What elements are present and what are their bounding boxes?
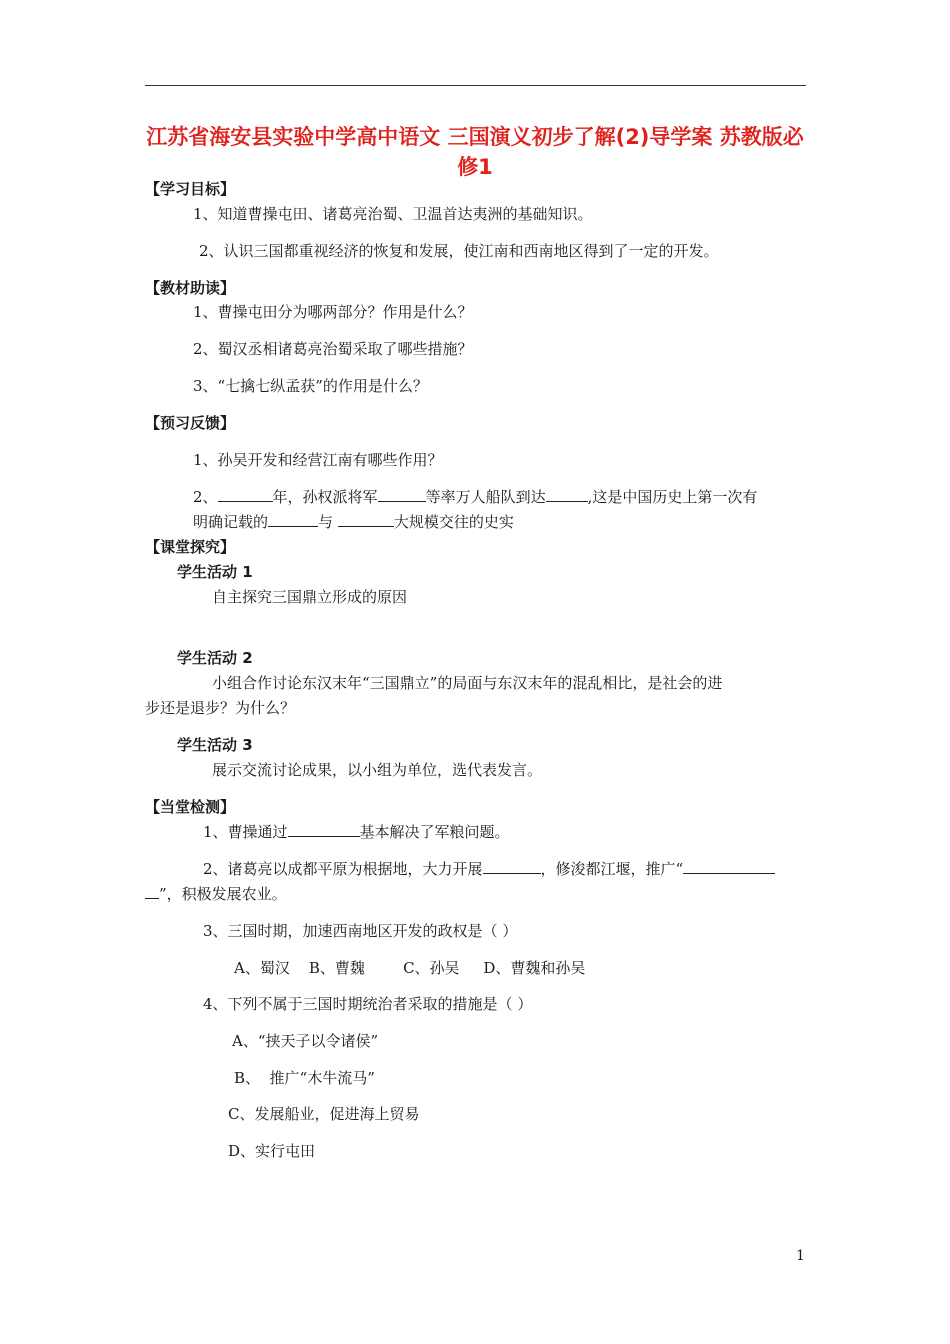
q2-part2: 等率万人船队到达 bbox=[425, 488, 546, 506]
fill-blank-place-b[interactable] bbox=[338, 512, 394, 527]
activity-2-text-line1: 小组合作讨论东汉末年“三国鼎立”的局面与东汉末年的混乱相比，是社会的进 bbox=[212, 674, 723, 692]
fill-blank-year[interactable] bbox=[218, 487, 273, 502]
fill-blank-promote-cont[interactable] bbox=[145, 884, 159, 899]
check-question-2-line2 bbox=[145, 883, 287, 904]
check-question-4-option-c: C、发展船业，促进海上贸易 bbox=[228, 1105, 420, 1123]
section-heading-check: 【当堂检测】 bbox=[145, 798, 236, 816]
fill-blank-activity[interactable] bbox=[483, 859, 541, 874]
reading-item-3: 3、“七擒七纵孟获”的作用是什么？ bbox=[193, 377, 428, 395]
reading-item-2: 2、蜀汉丞相诸葛亮治蜀采取了哪些措施？ bbox=[193, 340, 473, 358]
goal-item-2: 2、认识三国都重视经济的恢复和发展，使江南和西南地区得到了一定的开发。 bbox=[199, 242, 719, 260]
check-question-4-option-a: A、“挟天子以令诸侯” bbox=[232, 1032, 379, 1050]
fill-blank-destination[interactable] bbox=[546, 487, 588, 502]
q2-part1: 年，孙权派将军 bbox=[272, 488, 378, 506]
check-q2-part-b: ，修浚都江堰，推广“ bbox=[540, 860, 684, 878]
section-heading-explore: 【课堂探究】 bbox=[145, 538, 236, 556]
goal-item-1: 1、知道曹操屯田、诸葛亮治蜀、卫温首达夷洲的基础知识。 bbox=[193, 205, 593, 223]
check-question-2-line1 bbox=[203, 858, 775, 879]
fill-blank-tuntian[interactable] bbox=[288, 822, 360, 837]
q2-part5: 与 bbox=[318, 513, 334, 531]
feedback-question-1: 1、孙吴开发和经营江南有哪些作用？ bbox=[193, 451, 443, 469]
section-heading-reading: 【教材助读】 bbox=[145, 279, 236, 297]
check-question-4-option-d: D、实行屯田 bbox=[228, 1142, 316, 1160]
fill-blank-general[interactable] bbox=[378, 487, 426, 502]
q2-number: 2、 bbox=[193, 488, 218, 506]
check-question-4-stem: 4、下列不属于三国时期统治者采取的措施是（ ） bbox=[203, 995, 533, 1013]
activity-1-label: 学生活动 1 bbox=[177, 563, 253, 581]
check-q2-part-a: 2、诸葛亮以成都平原为根据地，大力开展 bbox=[203, 860, 483, 878]
check-question-3-stem: 3、三国时期，加速西南地区开发的政权是（ ） bbox=[203, 922, 518, 940]
feedback-question-2-line1 bbox=[193, 486, 757, 507]
section-heading-goals: 【学习目标】 bbox=[145, 180, 236, 198]
fill-blank-promote[interactable] bbox=[683, 859, 775, 874]
activity-3-label: 学生活动 3 bbox=[177, 736, 253, 754]
check-question-3-options: A、蜀汉 B、曹魏 C、孙吴 D、曹魏和孙吴 bbox=[234, 959, 586, 977]
check-question-4-option-b: B、 推广“木牛流马” bbox=[234, 1069, 375, 1087]
document-title: 江苏省海安县实验中学高中语文 三国演义初步了解(2)导学案 苏教版必修1 bbox=[146, 125, 804, 179]
fill-blank-place-a[interactable] bbox=[268, 512, 318, 527]
feedback-question-2-line2 bbox=[193, 511, 514, 532]
check-question-1 bbox=[203, 821, 510, 842]
page-number: 1 bbox=[796, 1248, 805, 1264]
activity-2-text-line2: 步还是退步？为什么？ bbox=[145, 699, 296, 717]
activity-2-label: 学生活动 2 bbox=[177, 649, 253, 667]
check-q2-part-c: ”，积极发展农业。 bbox=[159, 885, 287, 903]
reading-item-1: 1、曹操屯田分为哪两部分？作用是什么？ bbox=[193, 303, 473, 321]
q2-part4: 明确记载的 bbox=[193, 513, 269, 531]
header-rule bbox=[145, 85, 806, 86]
q2-part6: 大规模交往的史实 bbox=[393, 513, 514, 531]
section-heading-feedback: 【预习反馈】 bbox=[145, 414, 236, 432]
check-q1-part-a: 1、曹操通过 bbox=[203, 823, 288, 841]
check-q1-part-b: 基本解决了军粮问题。 bbox=[359, 823, 510, 841]
activity-3-text: 展示交流讨论成果，以小组为单位，选代表发言。 bbox=[212, 761, 543, 779]
q2-part3: ,这是中国历史上第一次有 bbox=[587, 488, 758, 506]
activity-1-text: 自主探究三国鼎立形成的原因 bbox=[212, 588, 408, 606]
